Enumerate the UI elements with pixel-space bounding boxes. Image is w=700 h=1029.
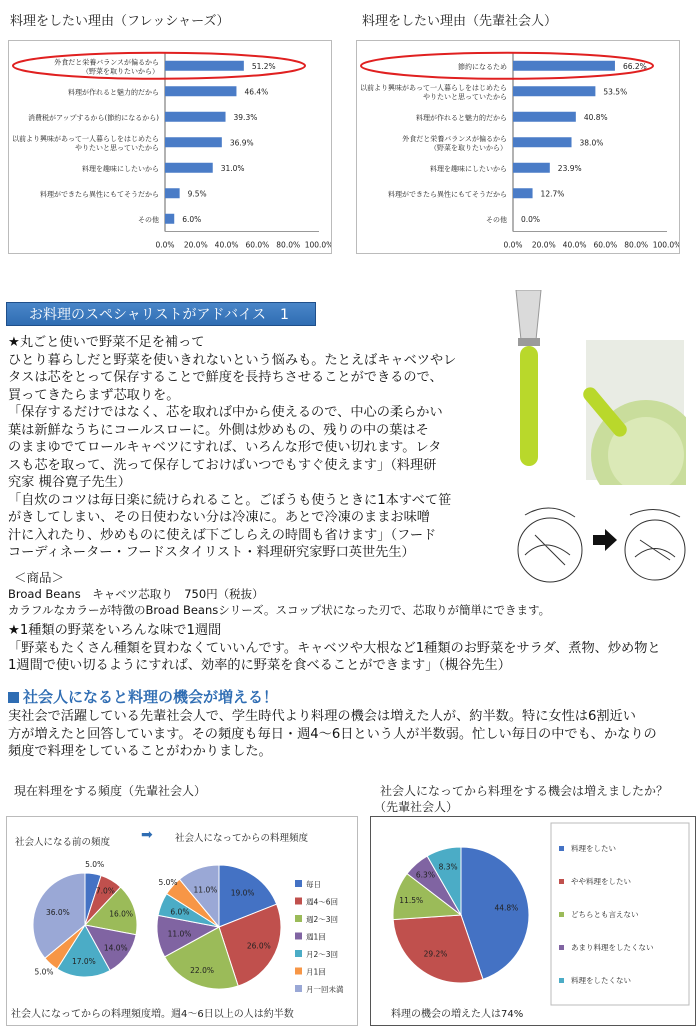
bar	[513, 188, 533, 198]
pie-before-data-label: 36.0%	[45, 908, 70, 918]
category-label: （野菜を取りたいから）	[430, 143, 507, 152]
advice-line: コーディネーター・フードスタイリスト・料理研究家野口英世先生）	[8, 545, 415, 560]
pie-after-data-label: 22.0%	[190, 965, 214, 975]
legend-swatch	[559, 945, 564, 950]
advice-line: ひとり暮らしだと野菜を使いきれないという悩みも。たとえばキャベツやレ	[8, 352, 457, 368]
x-tick-label: 100.0%	[652, 240, 679, 250]
summary-text	[8, 708, 698, 761]
category-label: やりたいと思っていたから	[423, 92, 507, 101]
pie-opp-data-label: 11.5%	[399, 895, 424, 905]
legend-label: 料理をしたくない	[571, 976, 631, 985]
advice-line: タスは芯をとって保存することで鮮度を長持ちさせることができるので、	[8, 370, 443, 385]
pie-opp-data-label: 8.3%	[438, 862, 458, 872]
bar	[513, 86, 595, 96]
pie-opp-data-label: 44.8%	[494, 903, 519, 913]
product-name: Broad Beans キャベツ芯取り 750円（税抜）	[8, 587, 264, 601]
category-label: その他	[138, 215, 159, 224]
category-label: 外食だと栄養バランスが偏るから	[402, 134, 507, 143]
pie-after-data-label: 11.0%	[167, 929, 192, 939]
data-label: 46.4%	[244, 87, 269, 97]
category-label: 節約になるため	[458, 62, 507, 71]
legend-label: あまり料理をしたくない	[571, 943, 654, 952]
legend-swatch	[295, 950, 302, 957]
legend-label: どちらとも言えない	[571, 910, 639, 919]
chart-title-left: 料理をしたい理由（フレッシャーズ）	[10, 14, 230, 29]
bar	[165, 163, 213, 173]
freq-pies-svg	[7, 817, 357, 1025]
data-label: 9.5%	[187, 189, 207, 199]
opp-chart-box	[370, 816, 696, 1026]
pie-after-data-label: 5.0%	[158, 878, 178, 888]
legend-label: 月1回	[306, 967, 326, 977]
advice-line: のままゆでてロールキャベツにすれば、いろんな形で使い切れます。レタ	[8, 440, 442, 455]
bar	[513, 137, 572, 147]
advice-line: 葉は新鮮なうちにコールスローに。外側は炒めもの、残りの中の葉はそ	[8, 422, 429, 438]
opp-caption: 料理の機会の増えた人は74%	[391, 1009, 524, 1020]
pie-opp-data-label: 6.3%	[415, 870, 435, 880]
bar	[513, 61, 615, 71]
legend-label: 週4～6回	[306, 897, 339, 907]
square-bullet-icon	[8, 692, 19, 703]
x-tick-label: 40.0%	[562, 240, 587, 250]
pie-after-data-label: 11.0%	[193, 885, 218, 895]
advice-line: 汁に入れたり、炒めものに使えば下ごしらえの時間も省けます」（フード	[8, 527, 437, 543]
legend-swatch	[295, 898, 302, 905]
x-tick-label: 40.0%	[214, 240, 239, 250]
summary-line: 実社会で活躍している先輩社会人で、学生時代より料理の機会は増えた人が、約半数。特に女性は6割近い	[8, 709, 636, 724]
bar	[513, 112, 576, 122]
category-label: 料理が作れると魅力的だから	[68, 88, 159, 97]
legend-swatch	[559, 879, 564, 884]
opp-title-2: （先輩社会人）	[374, 800, 459, 814]
category-label: 以前より興味があって一人暮らしをはじめたら	[360, 83, 507, 92]
x-tick-label: 80.0%	[624, 240, 649, 250]
pie-before-data-label: 5.0%	[85, 859, 105, 869]
advice-text-block	[8, 334, 488, 562]
category-label: 料理が作れると魅力的だから	[416, 113, 507, 122]
data-label: 6.0%	[182, 214, 202, 224]
data-label: 31.0%	[220, 163, 245, 173]
x-tick-label: 20.0%	[183, 240, 208, 250]
x-tick-label: 60.0%	[245, 240, 270, 250]
data-label: 51.2%	[251, 61, 276, 71]
x-tick-label: 20.0%	[531, 240, 556, 250]
legend-label: 料理をしたい	[571, 844, 616, 853]
x-tick-label: 0.0%	[503, 240, 523, 250]
summary-line: 方が増えたと回答しています。その頻度も毎日・週4～6日という人が半数弱。忙しい毎日の中でも、かなりの	[8, 726, 657, 742]
pie-before-data-label: 7.0%	[95, 886, 115, 896]
data-label: 39.3%	[233, 112, 258, 122]
pie-title-after: 社会人になってからの料理頻度	[175, 833, 309, 844]
arrow-right-icon	[593, 529, 617, 551]
section-heading	[8, 686, 278, 707]
category-label: 以前より興味があって一人暮らしをはじめたら	[12, 134, 159, 143]
advice-line: がきしてしまい、その日使わない分は冷凍に。あとで冷凍のままお味噌	[8, 510, 430, 525]
freq-caption: 社会人になってからの料理頻度増。週4～6日以上の人は約半数	[11, 1009, 294, 1020]
category-label: 消費税がアップするから(節約になるから)	[28, 113, 159, 122]
data-label: 12.7%	[540, 189, 565, 199]
pie-before-data-label: 17.0%	[71, 956, 96, 966]
advice-heading-2: ★1種類の野菜をいろんな味で1週間	[8, 623, 222, 638]
legend-label: やや料理をしたい	[571, 877, 631, 886]
legend-label: 月2～3回	[306, 950, 339, 959]
bar	[165, 112, 226, 122]
bar	[165, 61, 244, 71]
pie-title-before: 社会人になる前の頻度	[15, 837, 111, 848]
x-tick-label: 0.0%	[155, 240, 175, 250]
advice-heading-1: ★丸ごと使いで野菜不足を補って	[8, 335, 205, 350]
bar-chart-left	[8, 40, 332, 254]
cabbage-tool-illustration	[496, 290, 686, 485]
bar	[165, 86, 236, 96]
advice-line: 「野菜もたくさん種類を買わなくていいんです。キャベツや大根など1種類のお野菜をサラダ、煮物、炒め物と	[8, 640, 661, 656]
bar	[513, 163, 550, 173]
data-label: 40.8%	[583, 112, 608, 122]
advice-line: 1週間で使い切るようにすれば、効率的に野菜を食べることができます」（槻谷先生）	[8, 658, 511, 673]
advice-text-block-2	[8, 622, 698, 675]
product-heading: ＜商品＞	[14, 570, 65, 585]
bar	[165, 188, 180, 198]
legend-swatch	[295, 933, 302, 940]
section-heading-text: 社会人になると料理の機会が増える！	[23, 688, 279, 706]
pie-opp-data-label: 29.2%	[423, 949, 448, 959]
legend-swatch	[559, 846, 564, 851]
bar	[165, 137, 222, 147]
pie-after-data-label: 6.0%	[170, 907, 190, 917]
category-label: やりたいと思っていたから	[75, 143, 159, 152]
legend-swatch	[295, 915, 302, 922]
bar-chart-left-svg	[9, 41, 331, 253]
legend-swatch	[295, 968, 302, 975]
data-label: 23.9%	[557, 163, 582, 173]
data-label: 0.0%	[521, 214, 541, 224]
bar-chart-right-svg	[357, 41, 679, 253]
legend-swatch	[295, 880, 302, 887]
legend-label: 月一回未満	[306, 985, 344, 994]
advice-line: 「自炊のコツは毎日楽に続けられること。ごぼうも使うときに1本すべて笹	[8, 492, 452, 508]
data-label: 38.0%	[579, 138, 604, 148]
legend-swatch	[559, 978, 564, 983]
category-label: 料理ができたら異性にもてそうだから	[388, 190, 507, 199]
freq-chart-box	[6, 816, 358, 1026]
bar-chart-right	[356, 40, 680, 254]
category-label: 料理を趣味にしたいから	[82, 164, 159, 173]
pie-after-data-label: 26.0%	[246, 941, 271, 951]
data-label: 53.5%	[603, 87, 628, 97]
legend-label: 週2～3回	[306, 915, 339, 924]
category-label: 料理ができたら異性にもてそうだから	[40, 190, 159, 199]
x-tick-label: 60.0%	[593, 240, 618, 250]
advice-line: 究家 槻谷寛子先生）	[8, 475, 131, 490]
legend-swatch	[295, 985, 302, 992]
opp-title-1: 社会人になってから料理をする機会は増えましたか？	[380, 784, 669, 798]
legend-label: 週1回	[306, 932, 326, 942]
category-label: 料理を趣味にしたいから	[430, 164, 507, 173]
advice-line: スも芯を取って、洗って保存しておけばいつでもすぐ使えます」（料理研	[8, 457, 437, 473]
product-photo	[496, 290, 686, 485]
advice-line: 買ってきたらまず芯取りを。	[8, 387, 180, 403]
pie-before-data-label: 5.0%	[34, 967, 54, 977]
legend-label: 毎日	[306, 880, 321, 889]
advice-banner: お料理のスペシャリストがアドバイス 1	[6, 302, 316, 326]
legend-swatch	[559, 912, 564, 917]
bar	[165, 214, 174, 224]
category-label: 外食だと栄養バランスが偏るから	[54, 58, 159, 67]
summary-line: 頻度で料理をしていることがわかりました。	[8, 744, 272, 759]
data-label: 36.9%	[229, 138, 254, 148]
x-tick-label: 100.0%	[304, 240, 331, 250]
category-label: その他	[486, 215, 507, 224]
data-label: 66.2%	[622, 61, 647, 71]
chart-title-right: 料理をしたい理由（先輩社会人）	[362, 14, 558, 29]
product-block	[8, 570, 688, 618]
x-tick-label: 80.0%	[276, 240, 301, 250]
opp-pie-svg	[371, 817, 695, 1025]
pie-after-data-label: 19.0%	[230, 888, 255, 898]
advice-line: 「保存するだけではなく、芯を取れば中から使えるので、中心の柔らかい	[8, 405, 443, 420]
pie-before-data-label: 16.0%	[109, 909, 134, 919]
arrow-right-icon: ➡	[141, 827, 153, 843]
pie-before-data-label: 14.0%	[103, 943, 128, 953]
freq-title: 現在料理をする頻度（先輩社会人）	[14, 784, 207, 798]
category-label: （野菜を取りたいから）	[82, 67, 159, 76]
product-desc: カラフルなカラーが特徴のBroad Beansシリーズ。スコップ状になった刃で、芯取りが簡単にできます。	[8, 603, 551, 617]
